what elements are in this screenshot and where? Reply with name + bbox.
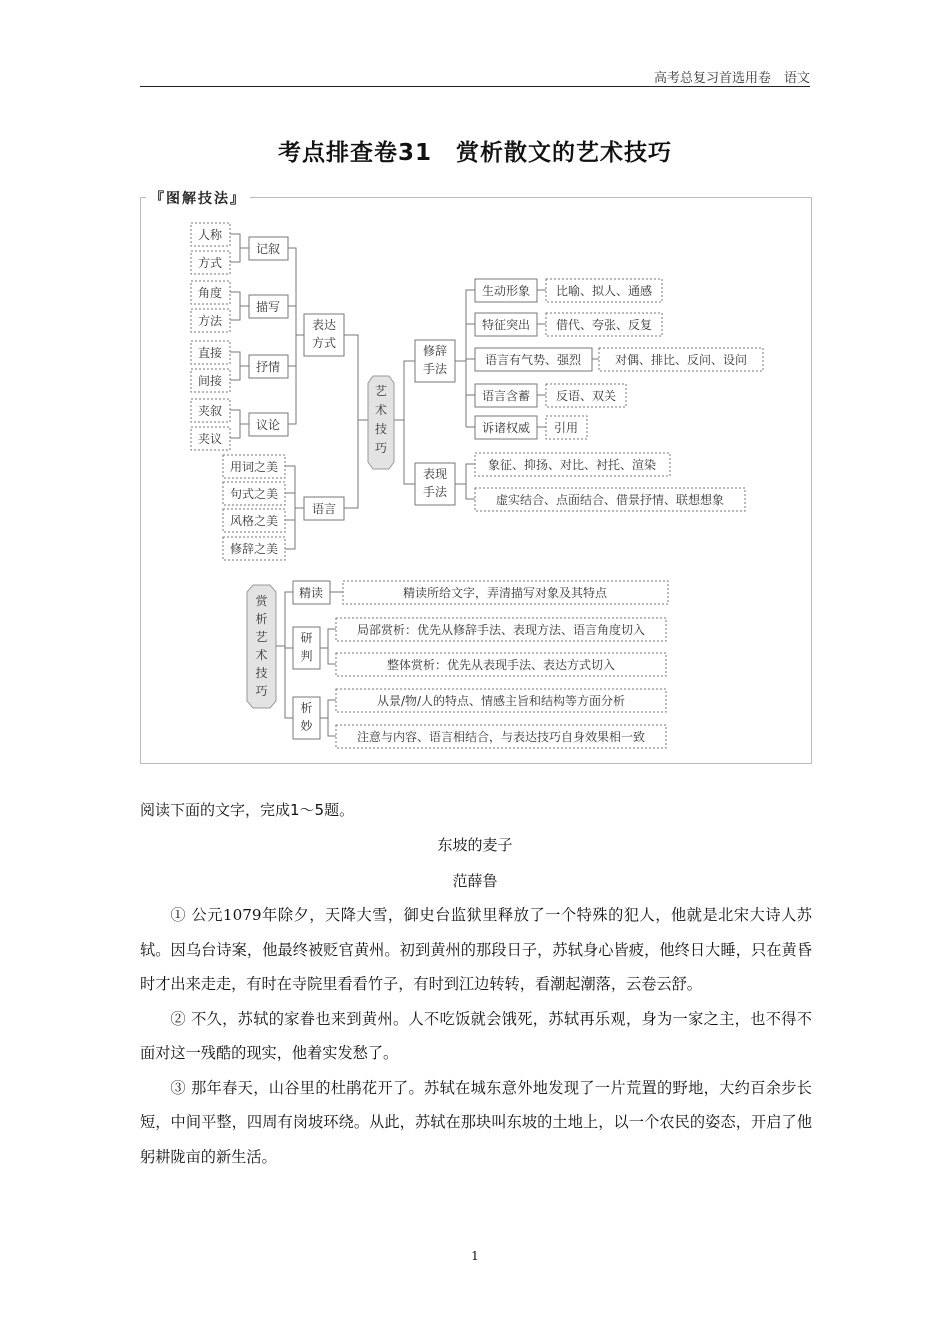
node-xushi: 虚实结合、点面结合、借景抒情、联想想象 <box>495 493 725 507</box>
node-xiuci-mei: 修辞之美 <box>229 542 279 556</box>
node-yilun: 议论 <box>255 418 281 432</box>
node-xiangzheng: 象征、抑扬、对比、衬托、渲染 <box>487 458 657 472</box>
node-jiaxu: 夹叙 <box>197 404 223 418</box>
node-yinyong: 引用 <box>553 421 579 435</box>
paragraph-1: ① 公元1079年除夕，天降大雪，御史台监狱里释放了一个特殊的犯人，他就是北宋大诗人苏轼。因乌台诗案，他最终被贬官黄州。初到黄州的那段日子，苏轼身心皆疲，他终日大睡，只在黄昏时才出来走走，有时在寺院里看看竹子，有时到江边转转，看潮起潮落，云卷云舒。 <box>140 906 812 993</box>
node-suzhu: 诉诸权威 <box>481 421 531 435</box>
node-jiedai: 借代、夸张、反复 <box>555 318 653 332</box>
node-tezheng: 特征突出 <box>481 318 531 332</box>
node-yanpan: 研判 <box>300 631 313 663</box>
article-body <box>140 898 812 1174</box>
header-text: 高考总复习首选用卷 语文 <box>653 71 810 86</box>
node-fangshi: 方式 <box>197 256 223 270</box>
article-title: 东坡的麦子 <box>437 836 513 854</box>
node-jushi: 句式之美 <box>229 487 279 501</box>
node-hanxu: 语言含蓄 <box>481 389 531 403</box>
node-jianjie: 间接 <box>197 374 223 388</box>
node-shengdong: 生动形象 <box>481 284 531 298</box>
node-biaoxian: 表现手法 <box>422 467 447 499</box>
node-jixu: 记叙 <box>255 242 281 256</box>
paragraph-3: ③ 那年春天，山谷里的杜鹃花开了。苏轼在城东意外地发现了一片荒置的野地，大约百余步长短，中间平整，四周有岗坡环绕。从此，苏轼在那块叫东坡的土地上，以一个农民的姿态，开启了他躬耕陇亩的新生活。 <box>140 1078 812 1166</box>
article-author: 范薛鲁 <box>452 872 498 890</box>
node-miaoxie: 描写 <box>255 300 281 314</box>
node-fanyu: 反语、双关 <box>555 389 617 403</box>
node-zhengti: 整体赏析：优先从表现手法、表达方式切入 <box>386 658 616 672</box>
node-yuyan: 语言 <box>311 502 337 516</box>
node-jubu: 局部赏析：优先从修辞手法、表现方法、语言角度切入 <box>356 623 646 637</box>
node-jiaodu: 角度 <box>197 286 223 300</box>
page-title: 考点排查卷31 赏析散文的艺术技巧 <box>277 140 672 166</box>
diagram-tag: 『图解技法』 <box>146 188 250 208</box>
node-cong: 从景/物/人的特点、情感主旨和结构等方面分析 <box>376 694 626 708</box>
node-qishi: 语言有气势、强烈 <box>484 353 582 367</box>
node-center: 艺术技巧 <box>374 384 387 455</box>
node-zhijie: 直接 <box>197 346 223 360</box>
node-jingdu: 精读 <box>298 586 324 600</box>
node-renchen: 人称 <box>197 228 223 242</box>
node-yongci: 用词之美 <box>229 460 279 474</box>
node-ximiao: 析妙 <box>300 701 313 733</box>
node-fengge: 风格之美 <box>229 514 279 528</box>
node-zhuyi: 注意与内容、语言相结合，与表达技巧自身效果相一致 <box>356 730 646 744</box>
page-number: 1 <box>471 1249 479 1263</box>
reading-instruction: 阅读下面的文字，完成1～5题。 <box>140 801 355 819</box>
node-fangfa: 方法 <box>197 314 223 328</box>
node-biaoda: 表达方式 <box>311 318 336 350</box>
node-jiayi: 夹议 <box>197 432 223 446</box>
node-biyu: 比喻、拟人、通感 <box>555 284 653 298</box>
node-duiou: 对偶、排比、反问、设问 <box>614 353 748 367</box>
paragraph-2: ② 不久，苏轼的家眷也来到黄州。人不吃饭就会饿死，苏轼再乐观，身为一家之主，也不得不面对这一残酷的现实，他着实发愁了。 <box>140 1009 812 1062</box>
node-xiuci: 修辞手法 <box>422 344 447 376</box>
node-steps-root: 赏析艺术技巧 <box>255 594 268 698</box>
node-jingdu-text: 精读所给文字，弄清描写对象及其特点 <box>402 586 608 600</box>
node-shuqing: 抒情 <box>255 360 281 374</box>
